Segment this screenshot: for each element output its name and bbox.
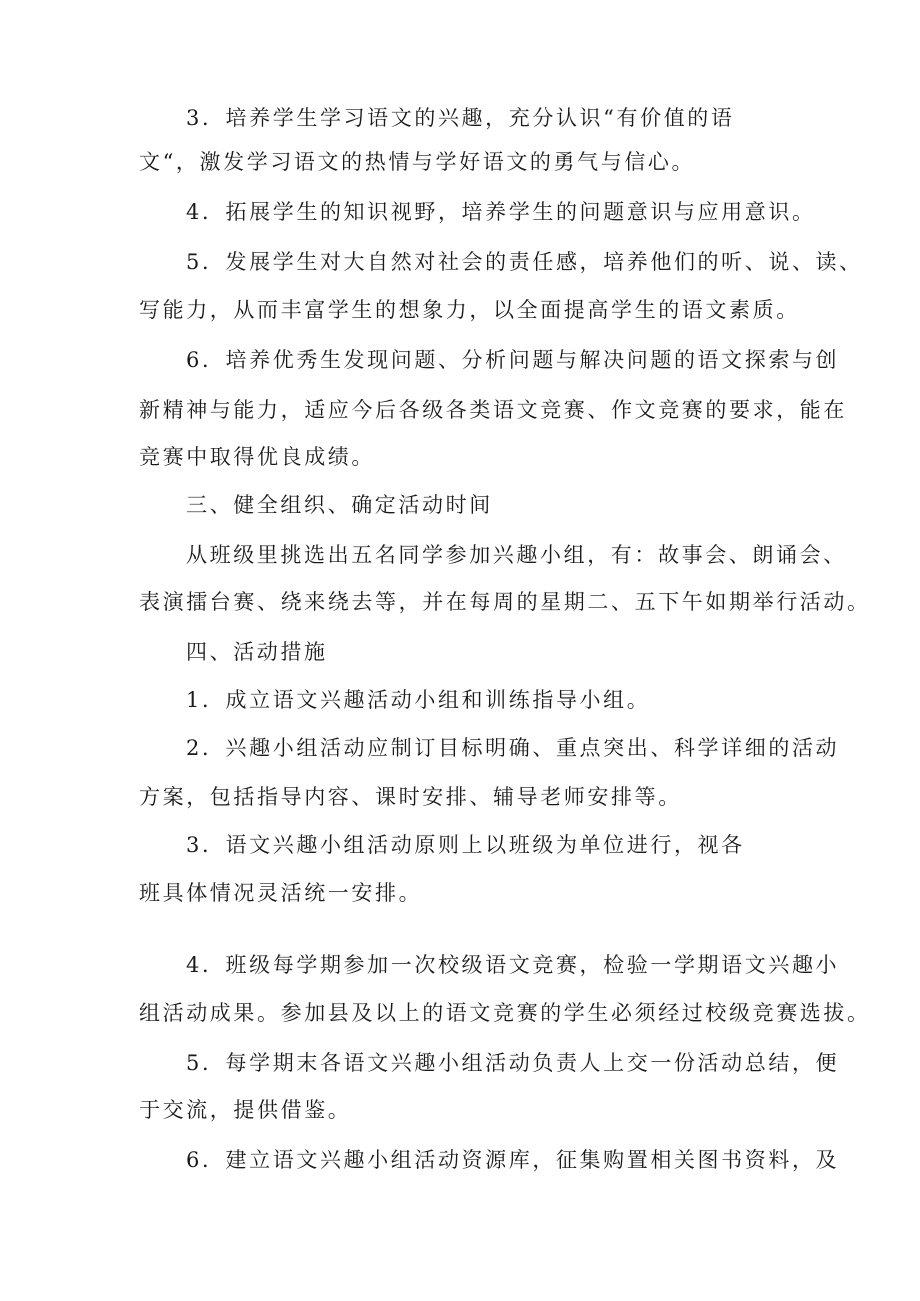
paragraph-line-indented: 3．培养学生学习语文的兴趣，充分认识“有价值的语: [186, 106, 735, 130]
paragraph-line: 写能力，从而丰富学生的想象力，以全面提高学生的语文素质。: [139, 298, 800, 322]
paragraph-line-indented: 1．成立语文兴趣活动小组和训练指导小组。: [186, 688, 651, 712]
paragraph-line-indented: 四、活动措施: [186, 640, 328, 664]
paragraph-line: 文“，激发学习语文的热情与学好语文的勇气与信心。: [139, 150, 696, 174]
paragraph-line: 竞赛中取得优良成绩。: [139, 445, 375, 469]
paragraph-line-indented: 5．发展学生对大自然对社会的责任感，培养他们的听、说、读、: [186, 250, 863, 274]
paragraph-line: 方案，包括指导内容、课时安排、辅导老师安排等。: [139, 785, 682, 809]
paragraph-line-indented: 从班级里挑选出五名同学参加兴趣小组，有：故事会、朗诵会、: [186, 543, 847, 567]
paragraph-line: 班具体情况灵活统一安排。: [139, 881, 423, 905]
paragraph-line-indented: 2．兴趣小组活动应制订目标明确、重点突出、科学详细的活动: [186, 736, 840, 760]
paragraph-line: 组活动成果。参加县及以上的语文竞赛的学生必须经过校级竞赛选拔。: [139, 1001, 871, 1025]
paragraph-line-indented: 6．培养优秀生发现问题、分析问题与解决问题的语文探索与创: [186, 348, 840, 372]
paragraph-line-indented: 4．拓展学生的知识视野，培养学生的问题意识与应用意识。: [186, 200, 816, 224]
paragraph-line-indented: 三、健全组织、确定活动时间: [186, 493, 493, 517]
paragraph-line: 新精神与能力，适应今后各级各类语文竞赛、作文竞赛的要求，能在: [139, 398, 847, 422]
paragraph-line: 表演擂台赛、绕来绕去等，并在每周的星期二、五下午如期举行活动。: [139, 590, 871, 614]
paragraph-line-indented: 4．班级每学期参加一次校级语文竞赛，检验一学期语文兴趣小: [186, 953, 840, 977]
paragraph-line-indented: 6．建立语文兴趣小组活动资源库，征集购置相关图书资料，及: [186, 1148, 840, 1172]
paragraph-line-indented: 5．每学期末各语文兴趣小组活动负责人上交一份活动总结，便: [186, 1051, 840, 1075]
paragraph-line-indented: 3．语文兴趣小组活动原则上以班级为单位进行，视各: [186, 833, 745, 857]
paragraph-line: 于交流，提供借鉴。: [139, 1098, 352, 1122]
